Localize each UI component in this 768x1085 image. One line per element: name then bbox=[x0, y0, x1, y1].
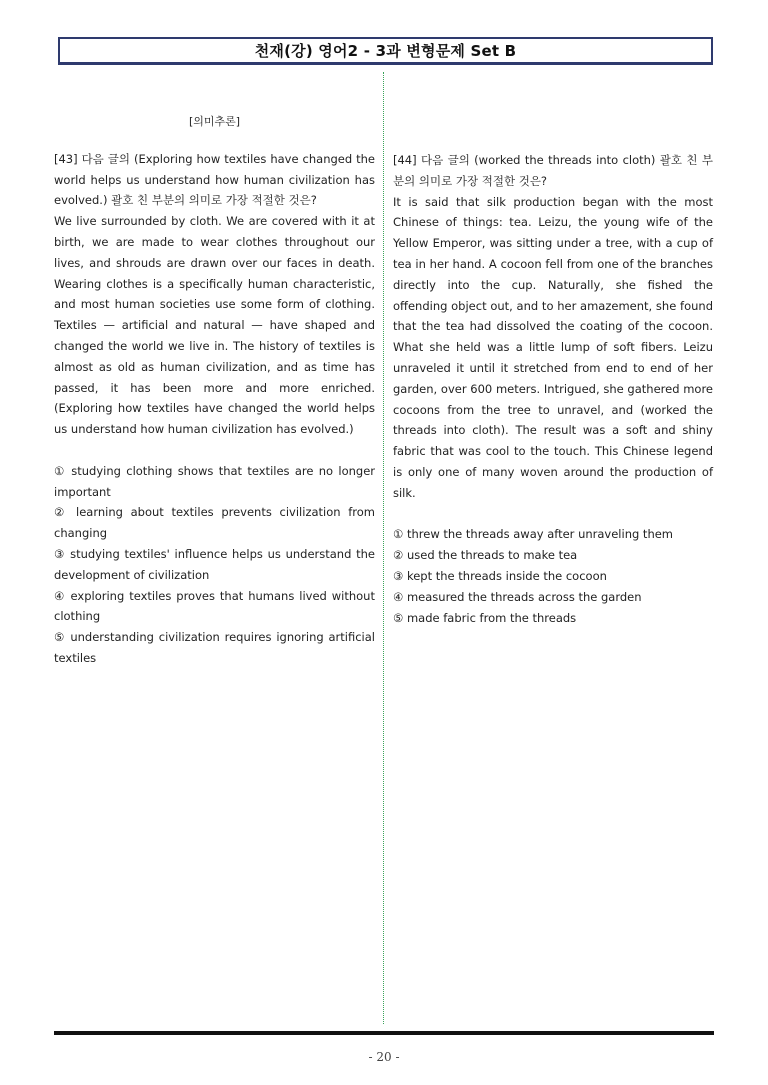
left-column bbox=[54, 112, 375, 669]
column-divider bbox=[383, 72, 384, 1024]
question-44-option-4: ④ measured the threads across the garden bbox=[393, 589, 642, 604]
question-44-option-2: ② used the threads to make tea bbox=[393, 548, 578, 563]
question-type-tag: [의미추론] bbox=[188, 115, 241, 128]
spacer bbox=[393, 504, 713, 525]
question-44-option-3: ③ kept the threads inside the cocoon bbox=[393, 568, 607, 583]
question-44-option-5: ⑤ made fabric from the threads bbox=[393, 610, 577, 625]
question-44-prompt: [44] 다음 글의 (worked the threads into cloth) 괄호 친 부분의 의미로 가장 적절한 것은? bbox=[393, 153, 713, 188]
footer-rule bbox=[54, 1031, 714, 1035]
question-43-option-3: ③ studying textiles' influence helps us understand the development of civilization bbox=[54, 546, 375, 582]
right-column bbox=[393, 150, 713, 628]
question-43-option-1: ① studying clothing shows that textiles are no longer important bbox=[54, 463, 375, 499]
question-43-passage: We live surrounded by cloth. We are covered with it at birth, we are made to wear clothes throughout our lives, and shrouds are drawn over our faces in death. Wearing clothes is a specifically human characteristic, and most human societies use some form of clothing. Textiles — artificial and natural — have shaped and changed the world we live in. The history of textiles is almost as old as human civilization, and as time has passed, it has been more and more enriched. (Exploring how textiles have changed the world helps us understand how human civilization has evolved.) bbox=[54, 214, 375, 437]
page-number: - 20 - bbox=[368, 1050, 400, 1064]
question-44-option-1: ① threw the threads away after unraveling them bbox=[393, 527, 674, 542]
question-43-prompt: [43] 다음 글의 (Exploring how textiles have changed the world helps us understand how human civilization has evolved.) 괄호 친 부분의 의미로 가장 적절한 것은? bbox=[54, 151, 375, 208]
question-43-option-2: ② learning about textiles prevents civilization from changing bbox=[54, 505, 375, 541]
question-44-passage: It is said that silk production began with the most Chinese of things: tea. Leizu, the young wife of the Yellow Emperor, was sitting under a tree, with a cup of tea in her hand. A cocoon fell from one of the branches directly into the cup. Naturally, she fished the offending object out, and to her amazement, she found that the tea had dissolved the coating of the cocoon. What she held was a little lump of soft fibers. Leizu unraveled it until it stretched from end to end of her garden, over 600 meters. Intrigued, she gathered more cocoons from the tree to unravel, and (worked the threads into cloth). The result was a soft and shiny fabric that was cool to the touch. This Chinese legend is only one of many woven around the production of silk. bbox=[393, 194, 713, 500]
question-43-option-4: ④ exploring textiles proves that humans lived without clothing bbox=[54, 588, 375, 624]
question-43-option-5: ⑤ understanding civilization requires ignoring artificial textiles bbox=[54, 630, 375, 665]
spacer bbox=[54, 440, 375, 461]
page-title: 천재(강) 영어2 - 3과 변형문제 Set B bbox=[254, 42, 517, 60]
header-box bbox=[58, 37, 713, 65]
